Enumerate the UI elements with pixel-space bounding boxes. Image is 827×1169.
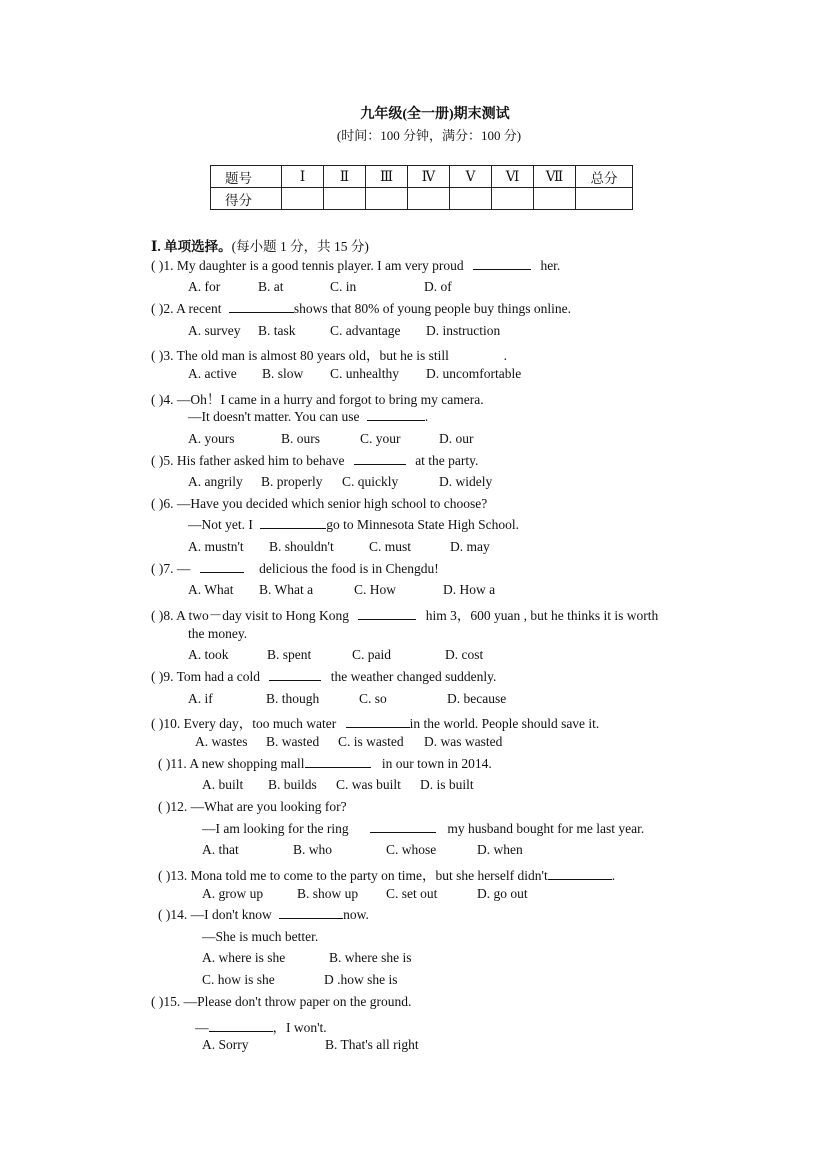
question-5-stem: ( )5. His father asked him to behave at the party. — [151, 453, 479, 468]
question-6-line-2: —Not yet. I go to Minnesota State High School. — [188, 517, 519, 532]
score-cell[interactable] — [408, 188, 450, 210]
question-8-option-a[interactable]: A. took — [188, 647, 229, 662]
answer-blank[interactable] — [269, 669, 321, 681]
question-12-option-c[interactable]: C. whose — [386, 842, 437, 857]
question-15-option-a[interactable]: A. Sorry — [202, 1037, 249, 1052]
question-8-stem: ( )8. A two－day visit to Hong Kong him 3，600 yuan , but he thinks it is worth — [151, 608, 659, 623]
question-14-option-c[interactable]: C. how is she — [202, 972, 275, 987]
score-cell[interactable] — [492, 188, 534, 210]
answer-blank[interactable] — [358, 608, 416, 620]
question-14-option-a[interactable]: A. where is she — [202, 950, 286, 965]
question-8-option-d[interactable]: D. cost — [445, 647, 484, 662]
question-3-option-b[interactable]: B. slow — [262, 366, 304, 381]
question-12-option-b[interactable]: B. who — [293, 842, 333, 857]
question-15-stem: ( )15. —Please don't throw paper on the ground. — [151, 994, 412, 1009]
question-10-option-d[interactable]: D. was wasted — [424, 734, 503, 749]
question-1-option-a[interactable]: A. for — [188, 279, 221, 294]
question-12-option-a[interactable]: A. that — [202, 842, 239, 857]
answer-blank[interactable] — [346, 716, 410, 728]
score-table — [210, 165, 633, 210]
section-heading — [151, 235, 369, 255]
answer-blank[interactable] — [260, 517, 326, 529]
score-table-score-row — [211, 188, 633, 210]
question-12-stem: ( )12. —What are you looking for? — [158, 799, 347, 814]
answer-blank[interactable] — [354, 453, 406, 465]
question-13-option-b[interactable]: B. show up — [297, 886, 359, 901]
question-6-option-d[interactable]: D. may — [450, 539, 490, 554]
score-col-5: Ⅴ — [450, 166, 492, 188]
score-cell-total[interactable] — [576, 188, 633, 210]
question-13-stem: ( )13. Mona told me to come to the party on time，but she herself didn't . — [158, 868, 616, 883]
score-cell[interactable] — [534, 188, 576, 210]
answer-blank[interactable] — [548, 868, 612, 880]
score-table-row1-label: 题号 — [211, 166, 282, 188]
question-14-option-b[interactable]: B. where she is — [329, 950, 412, 965]
question-4-stem: ( )4. —Oh！I came in a hurry and forgot to bring my camera. — [151, 392, 484, 407]
question-15-option-b[interactable]: B. That's all right — [325, 1037, 419, 1052]
question-7-option-c[interactable]: C. How — [354, 582, 397, 597]
question-2-stem: ( )2. A recent shows that 80% of young people buy things online. — [151, 301, 571, 316]
question-10-option-c[interactable]: C. is wasted — [338, 734, 404, 749]
question-13-option-a[interactable]: A. grow up — [202, 886, 264, 901]
question-3-stem: ( )3. The old man is almost 80 years old，but he is still . — [151, 348, 507, 363]
answer-blank[interactable] — [305, 756, 371, 768]
question-12-line-2: —I am looking for the ring my husband bought for me last year. — [202, 821, 645, 836]
answer-blank[interactable] — [209, 1020, 273, 1032]
question-4-line-2: —It doesn't matter. You can use . — [188, 409, 429, 424]
question-2-option-d[interactable]: D. instruction — [426, 323, 501, 338]
question-15-line-2: — ，I won't. — [195, 1020, 327, 1035]
question-6-option-a[interactable]: A. mustn't — [188, 539, 244, 554]
score-col-total: 总分 — [576, 166, 633, 188]
question-14-line-2: —She is much better. — [202, 929, 319, 944]
question-11-option-a[interactable]: A. built — [202, 777, 244, 792]
question-4-option-b[interactable]: B. ours — [281, 431, 321, 446]
question-10-stem: ( )10. Every day，too much water in the world. People should save it. — [151, 716, 600, 731]
answer-blank[interactable] — [229, 301, 294, 313]
score-cell[interactable] — [282, 188, 324, 210]
question-2-option-a[interactable]: A. survey — [188, 323, 241, 338]
question-6-option-b[interactable]: B. shouldn't — [269, 539, 334, 554]
question-5-option-c[interactable]: C. quickly — [342, 474, 399, 489]
question-1-option-d[interactable]: D. of — [424, 279, 452, 294]
question-9-option-d[interactable]: D. because — [447, 691, 507, 706]
question-8-line-2: the money. — [188, 626, 248, 641]
score-col-7: Ⅶ — [534, 166, 576, 188]
question-3-option-a[interactable]: A. active — [188, 366, 237, 381]
score-col-4: Ⅳ — [408, 166, 450, 188]
score-col-3: Ⅲ — [366, 166, 408, 188]
question-4-option-c[interactable]: C. your — [360, 431, 401, 446]
question-13-option-c[interactable]: C. set out — [386, 886, 438, 901]
question-6-option-c[interactable]: C. must — [369, 539, 412, 554]
question-1-option-b[interactable]: B. at — [258, 279, 284, 294]
page-title: 九年级(全一册)期末测试 — [360, 107, 510, 122]
section-number: Ⅰ. 单项选择。 — [151, 239, 232, 254]
question-1-option-c[interactable]: C. in — [330, 279, 357, 294]
page-subtitle: (时间：100 分钟，满分：100 分) — [336, 128, 522, 143]
question-4-option-d[interactable]: D. our — [439, 431, 474, 446]
question-2-option-c[interactable]: C. advantage — [330, 323, 401, 338]
question-5-option-b[interactable]: B. properly — [261, 474, 323, 489]
score-table-row2-label: 得分 — [211, 188, 282, 210]
answer-blank[interactable] — [279, 907, 343, 919]
question-5-option-d[interactable]: D. widely — [439, 474, 493, 489]
answer-blank[interactable] — [367, 409, 425, 421]
score-col-2: Ⅱ — [324, 166, 366, 188]
score-cell[interactable] — [366, 188, 408, 210]
question-3-option-d[interactable]: D. uncomfortable — [426, 366, 522, 381]
answer-blank[interactable] — [473, 258, 531, 270]
score-col-1: Ⅰ — [282, 166, 324, 188]
score-cell[interactable] — [324, 188, 366, 210]
question-7-option-d[interactable]: D. How a — [443, 582, 496, 597]
question-11-option-b[interactable]: B. builds — [268, 777, 317, 792]
question-6-stem: ( )6. —Have you decided which senior high school to choose? — [151, 496, 488, 511]
question-14-stem: ( )14. —I don't know now. — [158, 907, 369, 922]
question-9-option-b[interactable]: B. though — [266, 691, 320, 706]
question-11-option-d[interactable]: D. is built — [420, 777, 474, 792]
question-4-option-a[interactable]: A. yours — [188, 431, 235, 446]
answer-blank[interactable] — [200, 561, 244, 573]
section-note: (每小题 1 分，共 15 分) — [231, 239, 369, 254]
answer-blank[interactable] — [370, 821, 436, 833]
question-5-option-a[interactable]: A. angrily — [188, 474, 243, 489]
question-8-option-c[interactable]: C. paid — [352, 647, 391, 662]
question-10-option-b[interactable]: B. wasted — [266, 734, 320, 749]
question-14-option-d[interactable]: D .how she is — [324, 972, 398, 987]
question-9-stem: ( )9. Tom had a cold the weather changed suddenly. — [151, 669, 497, 684]
question-12-option-d[interactable]: D. when — [477, 842, 523, 857]
question-9-option-a[interactable]: A. if — [188, 691, 213, 706]
question-7-option-a[interactable]: A. What — [188, 582, 234, 597]
question-1-stem: ( )1. My daughter is a good tennis player. I am very proud her. — [151, 258, 561, 273]
question-11-option-c[interactable]: C. was built — [336, 777, 401, 792]
score-col-6: Ⅵ — [492, 166, 534, 188]
question-3-option-c[interactable]: C. unhealthy — [330, 366, 399, 381]
question-13-option-d[interactable]: D. go out — [477, 886, 528, 901]
question-11-stem: ( )11. A new shopping mall in our town in 2014. — [158, 756, 492, 771]
score-cell[interactable] — [450, 188, 492, 210]
question-7-stem: ( )7. — delicious the food is in Chengdu! — [151, 561, 439, 576]
question-10-option-a[interactable]: A. wastes — [195, 734, 248, 749]
score-table-header-row — [211, 166, 633, 188]
question-7-option-b[interactable]: B. What a — [259, 582, 314, 597]
question-8-option-b[interactable]: B. spent — [267, 647, 312, 662]
question-9-option-c[interactable]: C. so — [359, 691, 387, 706]
question-2-option-b[interactable]: B. task — [258, 323, 296, 338]
